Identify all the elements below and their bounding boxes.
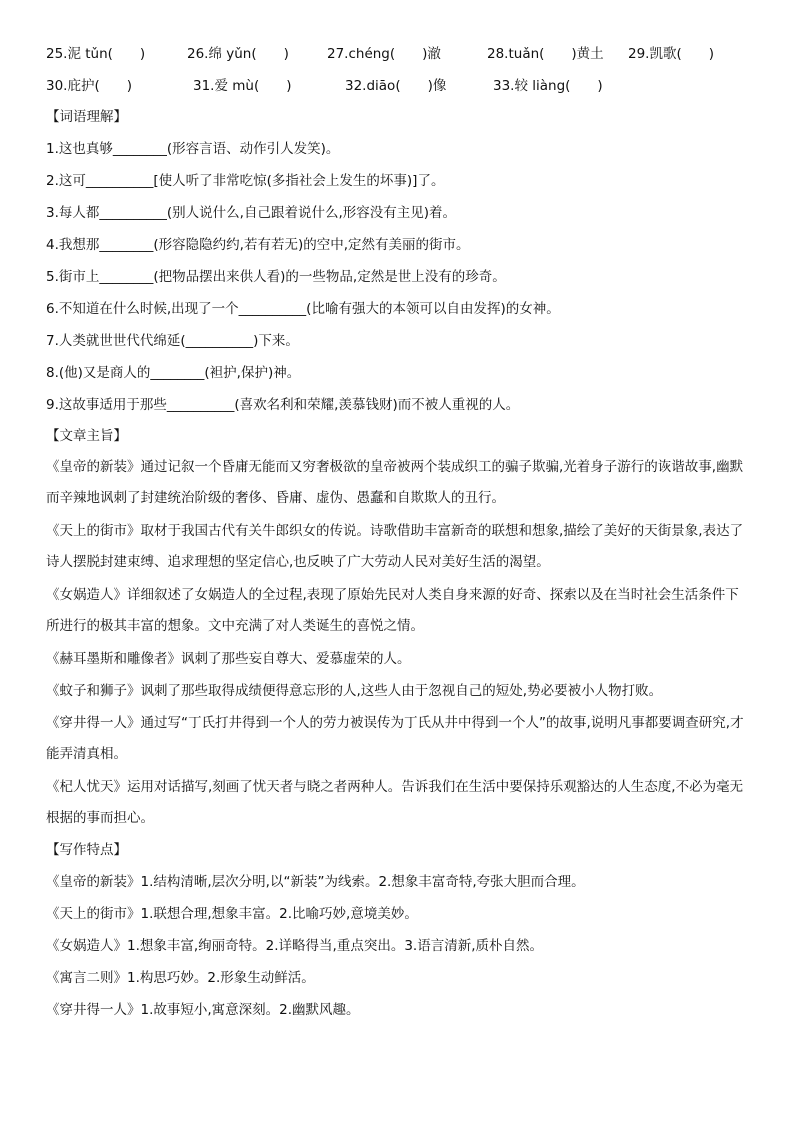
theme-paragraph-4: 《赫耳墨斯和雕像者》讽刺了那些妄自尊大、爱慕虚荣的人。 [46,651,411,667]
pinyin-item-33: 33.较 liàng( ) [493,78,603,94]
feature-item-3: 《女娲造人》1.想象丰富,绚丽奇特。2.详略得当,重点突出。3.语言清新,质朴自然。 [46,938,544,954]
pinyin-item-29: 29.凯歌( ) [628,46,715,62]
pinyin-item-27: 27.chéng( )澈 [327,46,441,62]
theme-paragraph-3: 《女娲造人》详细叙述了女娲造人的全过程,表现了原始先民对人类自身来源的好奇、探索以及在当时社会生活条件下所进行的极其丰富的想象。文中充满了对人类诞生的喜悦之情。 [46,587,739,634]
pinyin-item-25: 25.泥 tǔn( ) [46,46,146,62]
section-title-theme: 【文章主旨】 [46,428,127,444]
vocab-item-1: 1.这也真够________(形容言语、动作引人发笑)。 [46,141,340,157]
vocab-item-2: 2.这可__________[使人听了非常吃惊(多指社会上发生的坏事)]了。 [46,173,445,189]
theme-paragraph-7: 《杞人忧天》运用对话描写,刻画了忧天者与晓之者两种人。告诉我们在生活中要保持乐观豁达的人生态度,不必为毫无根据的事而担心。 [46,779,744,826]
vocab-item-8: 8.(他)又是商人的________(袒护,保护)神。 [46,365,301,381]
theme-paragraph-6: 《穿井得一人》通过写“丁氏打井得到一个人的劳力被误传为丁氏从井中得到一个人”的故事,说明凡事都要调查研究,才能弄清真相。 [46,715,744,762]
pinyin-item-31: 31.爱 mù( ) [193,78,292,94]
vocab-item-9: 9.这故事适用于那些__________(喜欢名利和荣耀,羡慕钱财)而不被人重视的人。 [46,397,520,413]
section-title-features: 【写作特点】 [46,842,127,858]
vocab-item-7: 7.人类就世世代代绵延(__________)下来。 [46,333,299,349]
section-title-vocab: 【词语理解】 [46,109,127,125]
theme-paragraph-2: 《天上的街市》取材于我国古代有关牛郎织女的传说。诗歌借助丰富新奇的联想和想象,描绘了美好的天街景象,表达了诗人摆脱封建束缚、追求理想的坚定信心,也反映了广大劳动人民对美好生活的渴望。 [46,523,744,570]
feature-item-4: 《寓言二则》1.构思巧妙。2.形象生动鲜活。 [46,970,315,986]
vocab-item-3: 3.每人都__________(别人说什么,自己跟着说什么,形容没有主见)着。 [46,205,456,221]
feature-item-1: 《皇帝的新装》1.结构清晰,层次分明,以“新装”为线索。2.想象丰富奇特,夸张大胆而合理。 [46,874,585,890]
theme-paragraph-5: 《蚊子和狮子》讽刺了那些取得成绩便得意忘形的人,这些人由于忽视自己的短处,势必要被小人物打败。 [46,683,663,699]
pinyin-item-30: 30.庇护( ) [46,78,133,94]
pinyin-item-28: 28.tuǎn( )黄土 [487,46,604,62]
feature-item-5: 《穿井得一人》1.故事短小,寓意深刻。2.幽默风趣。 [46,1002,360,1018]
feature-item-2: 《天上的街市》1.联想合理,想象丰富。2.比喻巧妙,意境美妙。 [46,906,418,922]
pinyin-item-26: 26.绵 yǔn( ) [187,46,289,62]
pinyin-item-32: 32.diāo( )像 [345,78,447,94]
vocab-item-6: 6.不知道在什么时候,出现了一个__________(比喻有强大的本领可以自由发挥)的女神。 [46,301,560,317]
vocab-item-4: 4.我想那________(形容隐隐约约,若有若无)的空中,定然有美丽的街市。 [46,237,470,253]
vocab-item-5: 5.街市上________(把物品摆出来供人看)的一些物品,定然是世上没有的珍奇。 [46,269,506,285]
theme-paragraph-1: 《皇帝的新装》通过记叙一个昏庸无能而又穷奢极欲的皇帝被两个装成织工的骗子欺骗,光着身子游行的诙谐故事,幽默而辛辣地讽刺了封建统治阶级的奢侈、昏庸、虚伪、愚蠢和自欺欺人的丑行。 [46,459,744,506]
